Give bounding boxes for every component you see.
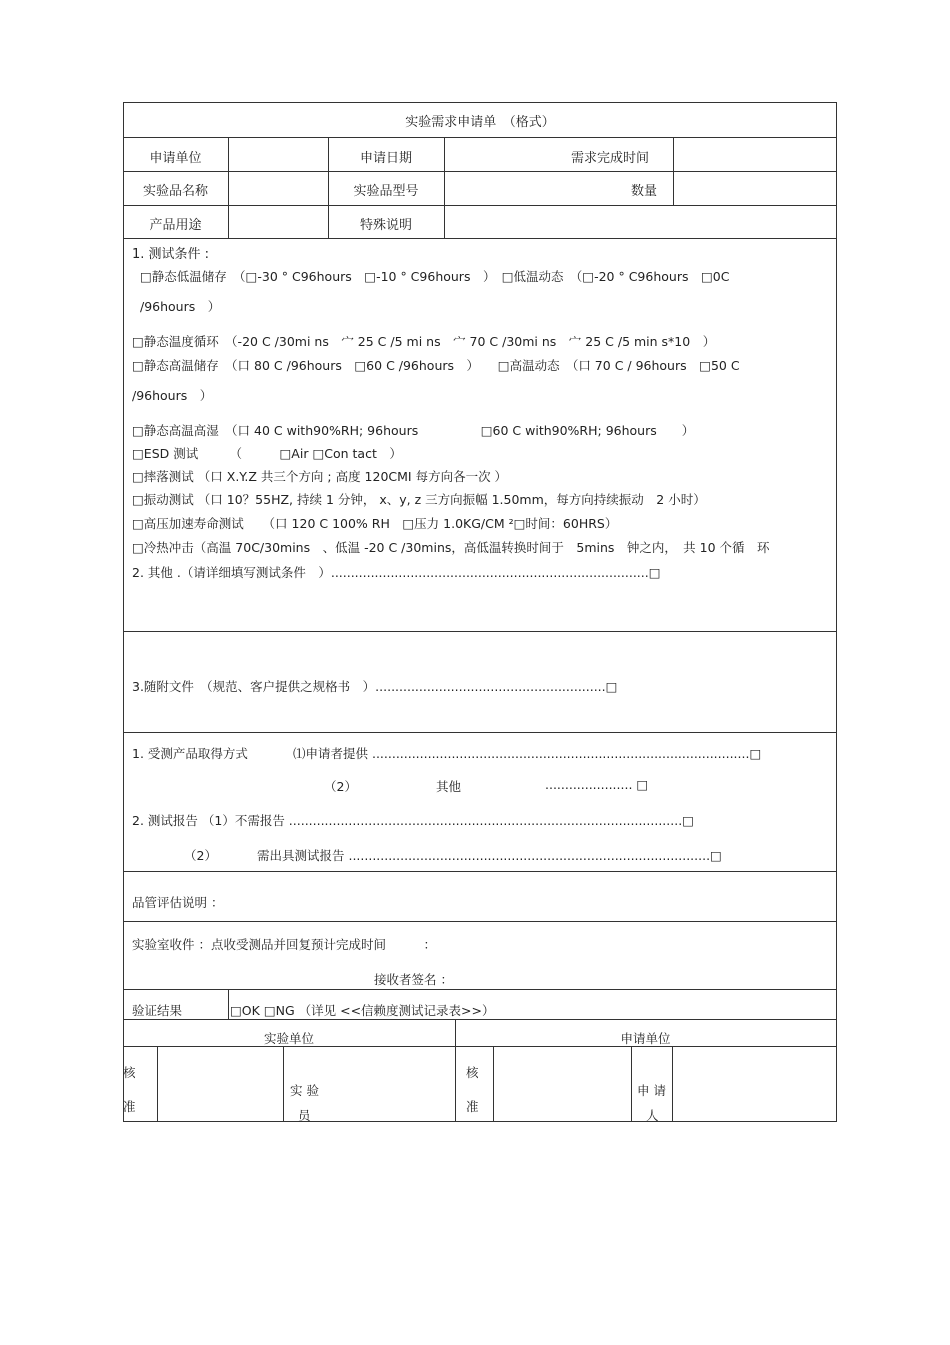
lab-receive-label: 实验室收件 ：点收受测品并回复预计完成时间 ： bbox=[132, 937, 436, 952]
quantity-field[interactable] bbox=[674, 172, 835, 204]
sample-name-field[interactable] bbox=[229, 172, 327, 204]
lab-approve-label-2: 准 bbox=[123, 1099, 136, 1114]
apply-approve-label-1: 核 bbox=[466, 1065, 479, 1080]
apply-approve-sign-field[interactable] bbox=[494, 1047, 630, 1120]
test-conditions-heading: 1. 测试条件 : bbox=[132, 247, 210, 262]
esd-test-option[interactable]: □ESD 测试 （ □Air □Con tact ） bbox=[132, 446, 402, 461]
temp-cycle-option[interactable]: □静态温度循环 （-20 C /30mi ns 宀 25 C /5 mi ns 宀 70 C /30mi ns 宀 25 C /5 min s*10 ） bbox=[132, 334, 716, 349]
lab-person-label-1: 实 验 bbox=[290, 1083, 319, 1098]
sample-name-label: 实验品名称 bbox=[142, 184, 208, 199]
special-note-label: 特殊说明 bbox=[359, 218, 412, 233]
verify-result-options[interactable]: □OK □NG （详见 <<信赖度测试记录表>>） bbox=[230, 1003, 495, 1018]
apply-approve-label-2: 准 bbox=[466, 1099, 479, 1114]
drop-test-option[interactable]: □摔落测试 （口 X.Y.Z 共三个方向 ; 高度 120CMI 每方向各一次 ） bbox=[132, 469, 508, 484]
lab-approve-label-1: 核 bbox=[123, 1065, 136, 1080]
vibration-test-option[interactable]: □振动测试 （口 10？55HZ, 持续 1 分钟， x、y, z 三方向振幅 1.50mm，每方向持续振动 2 小时） bbox=[132, 492, 706, 507]
acquisition-applicant-option[interactable]: ⑴申请者提供 ...............................................................................................□ bbox=[293, 746, 762, 761]
receiver-signature-label: 接收者签名 ： bbox=[374, 972, 453, 987]
applicant-label-1: 申 请 bbox=[637, 1083, 666, 1098]
other-conditions-option[interactable]: 2. 其他 .（请详细填写测试条件 ）................................................................................□ bbox=[132, 565, 661, 580]
temp-humidity-option[interactable]: □静态高温高湿 （口 40 C with90%RH; 96hours □60 C with90%RH; 96hours ） bbox=[132, 423, 695, 438]
required-date-label: 需求完成时间 bbox=[571, 151, 650, 166]
acquisition-label: 1. 受测产品取得方式 bbox=[132, 746, 248, 761]
usage-field[interactable] bbox=[229, 206, 327, 237]
low-temp-continuation: /96hours ） bbox=[140, 299, 221, 314]
thermal-shock-option[interactable]: □冷热冲击（高温 70C/30mins 、低温 -20 C /30mins，高低温转换时间于 5mins 钟之内， 共 10 个循 环 bbox=[132, 540, 770, 555]
special-note-field[interactable] bbox=[445, 206, 835, 237]
apply-unit-header: 申请单位 bbox=[620, 1031, 671, 1046]
applicant-label-2: 人 bbox=[646, 1108, 659, 1123]
attachments-option[interactable]: 3.随附文件 （规范、客户提供之规格书 ）..........................................................□ bbox=[132, 679, 618, 694]
qa-evaluation-label: 品管评估说明 ： bbox=[132, 895, 224, 910]
lab-unit-header: 实验单位 bbox=[263, 1031, 314, 1046]
lab-approve-sign-field[interactable] bbox=[158, 1047, 282, 1120]
sample-model-label: 实验品型号 bbox=[353, 184, 419, 199]
report-needed-option[interactable]: 需出具测试报告 ...........................................................................................□ bbox=[257, 848, 722, 863]
low-temp-storage-option[interactable]: □静态低温储存 （□-30 ° C96hours □-10 ° C96hours ） □低温动态 （□-20 ° C96hours □0C bbox=[140, 269, 730, 284]
acquisition-other-label: 其他 bbox=[436, 779, 462, 794]
apply-date-label: 申请日期 bbox=[359, 151, 412, 166]
applicant-unit-label: 申请单位 bbox=[149, 151, 202, 166]
usage-label: 产品用途 bbox=[149, 218, 202, 233]
apply-date-field[interactable] bbox=[445, 138, 565, 170]
acquisition-other-number: （2） bbox=[324, 779, 357, 794]
form-title: 实验需求申请单 （格式） bbox=[405, 115, 555, 130]
lab-person-label-2: 员 bbox=[298, 1108, 311, 1123]
verify-result-label: 验证结果 bbox=[132, 1003, 183, 1018]
quantity-label: 数量 bbox=[631, 184, 658, 199]
report-needed-number: （2） bbox=[184, 848, 217, 863]
sample-model-field[interactable] bbox=[445, 172, 625, 204]
high-temp-storage-option[interactable]: □静态高温储存 （口 80 C /96hours □60 C /96hours ） □高温动态 （口 70 C / 96hours □50 C bbox=[132, 358, 740, 373]
report-not-needed-option[interactable]: 2. 测试报告 （1）不需报告 ...................................................................................................□ bbox=[132, 813, 694, 828]
applicant-sign-field[interactable] bbox=[673, 1047, 835, 1120]
acquisition-other-option[interactable]: ...................... □ bbox=[545, 777, 649, 792]
required-date-field[interactable] bbox=[674, 138, 835, 170]
high-temp-continuation: /96hours ） bbox=[132, 388, 213, 403]
hast-test-option[interactable]: □高压加速寿命测试 （口 120 C 100% RH □压力 1.0KG/CM ²□时间：60HRS） bbox=[132, 516, 618, 531]
applicant-unit-field[interactable] bbox=[229, 138, 327, 170]
